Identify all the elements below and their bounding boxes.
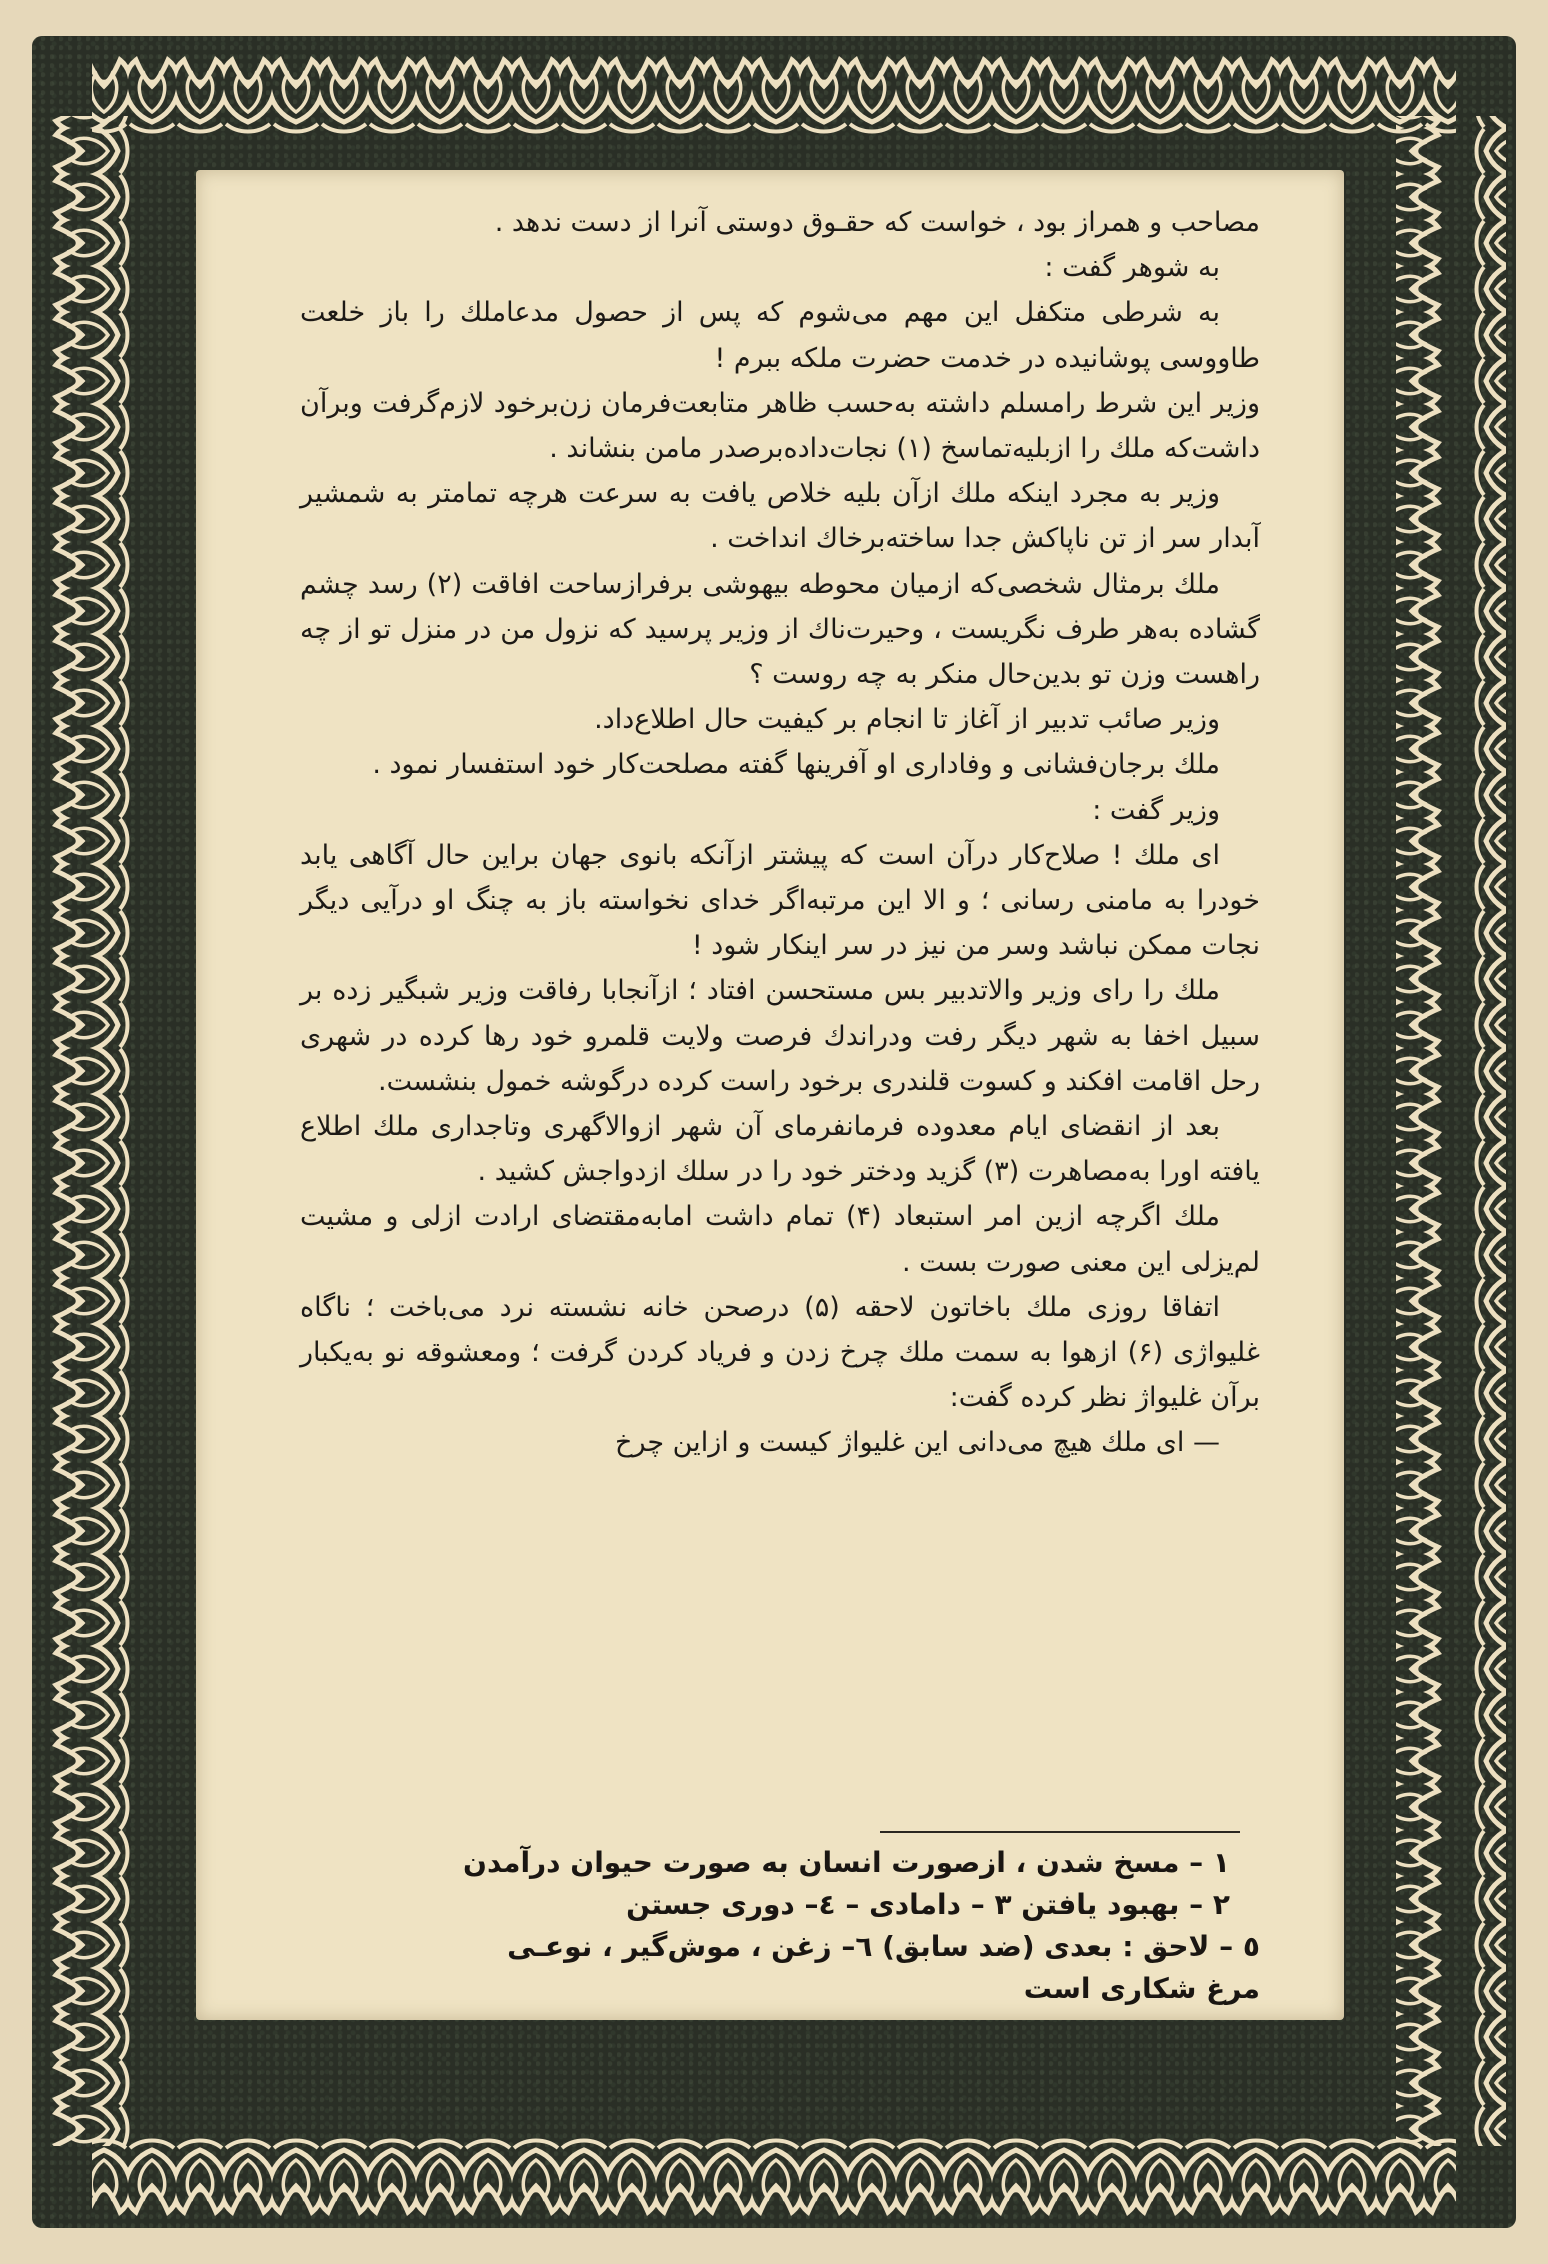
paragraph: مصاحب و همراز بود ، خواست که حقـوق دوستی آنرا از دست ندهد . [494, 207, 1260, 238]
paragraph: بعد از انقضای ایام معدوده فرمانفرمای آن شهر ازوالاگهری وتاجداری ملك اطلاع یافته اورا به‌مصاهرت (۳) گزید ودختر خود را در سلك ازدواجش کشید . [300, 1111, 1260, 1188]
paragraph: به شرطی متکفل این مهم می‌شوم که پس از حصول مدعاملك را باز خلعت طاووسی پوشانیده در خدمت حضرت ملکه ببرم ! [300, 297, 1260, 374]
footnotes [300, 1842, 1260, 2010]
paragraph: وزیر این شرط رامسلم داشته به‌حسب ظاهر متابعت‌فرمان زن‌برخود لازم‌گرفت وبرآن داشت‌که ملك را ازبلیه‌تماسخ (۱) نجات‌داده‌برصدر مامن بنشاند . [300, 387, 1260, 465]
paragraph: ای ملك ! صلاح‌کار درآن است که پیشتر ازآنکه بانوی جهان براین حال آگاهی یابد خودرا به مامنی رسانی ؛ و الا این مرتبه‌اگر خدای نخواسته باز به چنگ او درآیی دیگر نجات ممکن نباشد وسر من نیز در سر اینکار شود ! [300, 839, 1260, 962]
text-panel [196, 170, 1344, 2020]
footnote-line: مرغ شکاری است [1023, 1972, 1260, 2005]
paragraph: وزیر گفت : [1092, 794, 1220, 826]
paragraph: ملك را رای وزیر والاتدبیر بس مستحسن افتاد ؛ ازآنجابا رفاقت وزیر شبگیر زده بر سبیل اخفا به شهر دیگر رفت ودراندك فرصت ولایت قلمرو خود رها کرده در شهری رحل اقامت افکند و کسوت قلندری برخود راست کرده درگوشه خمول بنشست. [300, 975, 1260, 1097]
paragraph: به شوهر گفت : [1044, 252, 1220, 284]
paragraph: — ای ملك هیچ می‌دانی این غلیواژ کیست و ازاین چرخ [615, 1427, 1220, 1459]
paragraph: ملك برجان‌فشانی و وفاداری او آفرینها گفته مصلحت‌کار خود استفسار نمود . [372, 749, 1220, 781]
footnote-line: ۲ – بهبود یافتن ۳ – دامادی – ٤– دوری جستن [626, 1888, 1230, 1921]
paragraph: ملك اگرچه ازین امر استبعاد (۴) تمام داشت امابه‌مقتضای ارادت ازلی و مشیت لم‌یزلی این معنی صورت بست . [300, 1201, 1260, 1278]
body-text [300, 200, 1260, 1466]
footnote-line: ٥ – لاحق : بعدی (ضد سابق) ٦– زغن ، موش‌گیر ، نوعـی [507, 1930, 1260, 1963]
footnote-line: ۱ – مسخ شدن ، ازصورت انسان به صورت حیوان درآمدن [463, 1846, 1230, 1879]
footnote-divider [880, 1831, 1240, 1833]
paragraph: ملك برمثال شخصی‌که ازمیان محوطه بیهوشی برفرازساحت افاقت (۲) رسد چشم گشاده به‌هر طرف نگریست ، وحیرت‌ناك از وزیر پرسید که نزول من در منزل تو از چه راهست وزن تو بدین‌حال منکر به چه روست ؟ [300, 568, 1260, 691]
paragraph: اتفاقا روزی ملك باخاتون لاحقه (۵) درصحن خانه نشسته نرد می‌باخت ؛ ناگاه غلیواژی (۶) ازهوا به سمت ملك چرخ زدن و فریاد کردن گرفت ؛ ومعشوقه نو به‌یکبار برآن غلیواژ نظر کرده گفت: [300, 1291, 1260, 1414]
paragraph: وزیر به مجرد اینکه ملك ازآن بلیه خلاص یافت به سرعت هرچه تمامتر به شمشیر آبدار سر از تن ناپاکش جدا ساخته‌برخاك انداخت . [300, 478, 1260, 555]
paragraph: وزیر صائب تدبیر از آغاز تا انجام بر کیفیت حال اطلاع‌داد. [594, 704, 1220, 736]
